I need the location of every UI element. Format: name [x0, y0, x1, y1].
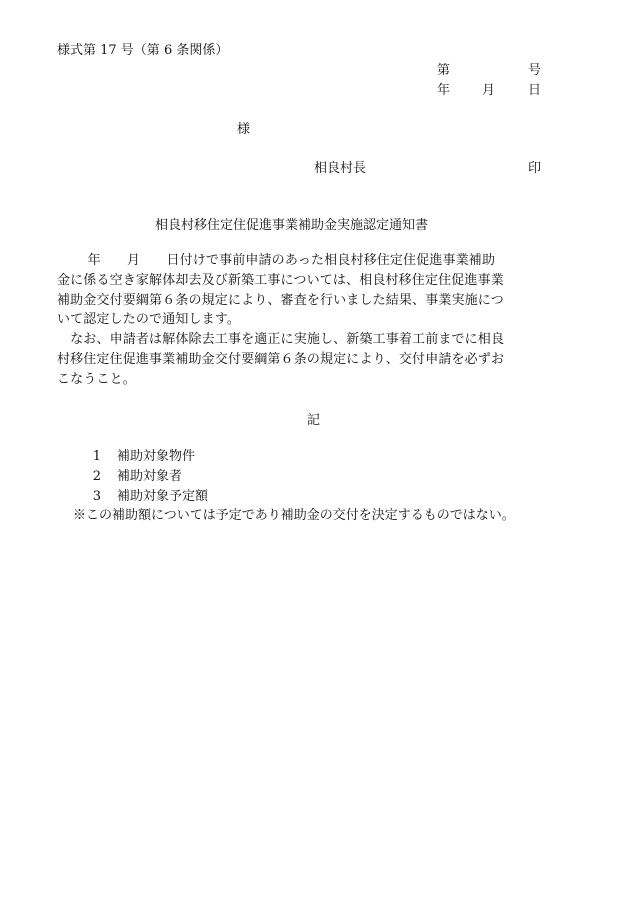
item-label: 補助対象予定額 [117, 488, 209, 504]
ki-heading: 記 [307, 413, 321, 428]
list-item [57, 447, 515, 467]
paragraph2-line: こなうこと。 [57, 371, 136, 387]
body-text [57, 251, 587, 390]
item-label: 補助対象物件 [117, 449, 196, 464]
paragraph1-line: 年 月 日付けで事前申請のあった相良村移住定住促進事業補助 [57, 253, 496, 268]
document-number-suffix: 号 [528, 63, 542, 78]
item-number: 3 [92, 488, 101, 504]
item-number: 2 [92, 468, 101, 484]
sender-name: 相良村長 [314, 161, 367, 176]
items-list [57, 447, 515, 526]
paragraph1-line: 補助金交付要綱第６条の規定により、審査を行いました結果、事業実施につ [57, 292, 504, 308]
paragraph1-line: 金に係る空き家解体却去及び新築工事については、相良村移住定住促進事業 [57, 272, 504, 288]
list-item [57, 487, 515, 507]
note-text: ※この補助額については予定であり補助金の交付を決定するものではない。 [73, 508, 515, 524]
paragraph2-line: なお、申請者は解体除去工事を適正に実施し、新築工事着工前までに相良 [57, 332, 505, 348]
form-number: 様式第 17 号（第 6 条関係） [57, 43, 229, 58]
item-number: 1 [92, 449, 101, 464]
item-label: 補助対象者 [117, 468, 183, 484]
addressee-honorific: 様 [237, 122, 251, 137]
document-title: 相良村移住定住促進事業補助金実施認定通知書 [155, 218, 429, 233]
list-item [57, 467, 515, 487]
seal-mark: 印 [528, 161, 542, 176]
date-month-label: 月 [482, 83, 496, 98]
paragraph2-line: 村移住定住促進事業補助金交付要綱第６条の規定により、交付申請を必ずお [57, 351, 505, 367]
date-day-label: 日 [528, 83, 542, 98]
paragraph1-line: いて認定したので通知します。 [57, 312, 241, 328]
document-number-prefix: 第 [437, 63, 451, 78]
date-year-label: 年 [437, 83, 451, 98]
